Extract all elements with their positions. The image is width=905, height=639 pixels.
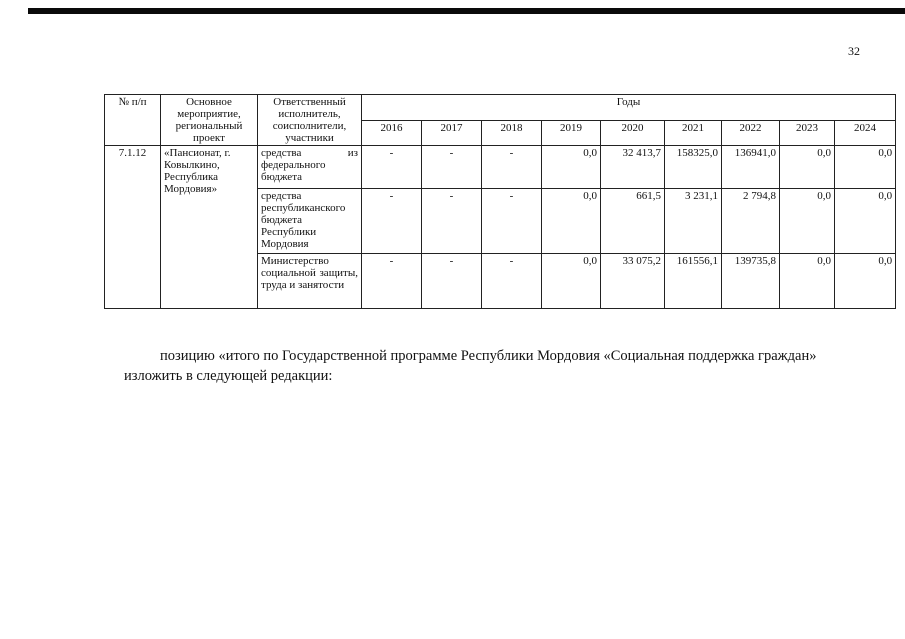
table-cell: -: [362, 254, 422, 309]
header-year: 2019: [542, 120, 601, 146]
header-year: 2016: [362, 120, 422, 146]
table-cell: 0,0: [780, 254, 835, 309]
row-label: Министерство социальной защиты, труда и занятости: [258, 254, 362, 309]
header-year: 2024: [835, 120, 896, 146]
entry-num: 7.1.12: [105, 146, 161, 309]
table-cell: 0,0: [542, 189, 601, 254]
header-year: 2018: [482, 120, 542, 146]
table-cell: 161556,1: [665, 254, 722, 309]
table-cell: 32 413,7: [601, 146, 665, 189]
table-row: [105, 146, 896, 189]
table-cell: 661,5: [601, 189, 665, 254]
table-cell: 0,0: [542, 254, 601, 309]
row-label: средства из федерального бюджета: [258, 146, 362, 189]
financing-table: [104, 94, 896, 309]
header-event: Основное мероприятие, региональный проект: [161, 95, 258, 146]
paragraph-line-2: изложить в следующей редакции:: [124, 368, 333, 384]
header-year: 2017: [422, 120, 482, 146]
table-cell: 0,0: [542, 146, 601, 189]
table-cell: 136941,0: [722, 146, 780, 189]
table-cell: -: [362, 189, 422, 254]
table-cell: -: [482, 254, 542, 309]
header-year: 2022: [722, 120, 780, 146]
page-number: 32: [848, 44, 860, 58]
header-year: 2020: [601, 120, 665, 146]
table-cell: 0,0: [835, 146, 896, 189]
header-responsible: Ответственный исполнитель, соисполнители, участники: [258, 95, 362, 146]
row-label: средства республиканского бюджета Республики Мордовия: [258, 189, 362, 254]
table-cell: 3 231,1: [665, 189, 722, 254]
table-cell: -: [482, 146, 542, 189]
table-cell: 158325,0: [665, 146, 722, 189]
header-num: № п/п: [105, 95, 161, 146]
amendment-paragraph: [124, 346, 844, 386]
scan-top-border: [28, 8, 905, 14]
entry-event: «Пансионат, г. Ковылкино, Республика Мордовия»: [161, 146, 258, 309]
table-cell: 0,0: [780, 189, 835, 254]
table-cell: -: [482, 189, 542, 254]
header-years-group: Годы: [362, 95, 896, 121]
header-year: 2021: [665, 120, 722, 146]
table-cell: 0,0: [835, 254, 896, 309]
table-cell: 2 794,8: [722, 189, 780, 254]
table-cell: -: [422, 189, 482, 254]
table-cell: 139735,8: [722, 254, 780, 309]
table-cell: -: [422, 146, 482, 189]
table-cell: 33 075,2: [601, 254, 665, 309]
table-cell: 0,0: [780, 146, 835, 189]
table-cell: -: [362, 146, 422, 189]
header-row-1: [105, 95, 896, 121]
table-cell: -: [422, 254, 482, 309]
table-cell: 0,0: [835, 189, 896, 254]
header-year: 2023: [780, 120, 835, 146]
paragraph-line-1: позицию «итого по Государственной программе Республики Мордовия «Социальная поддержка граждан»: [160, 348, 817, 364]
